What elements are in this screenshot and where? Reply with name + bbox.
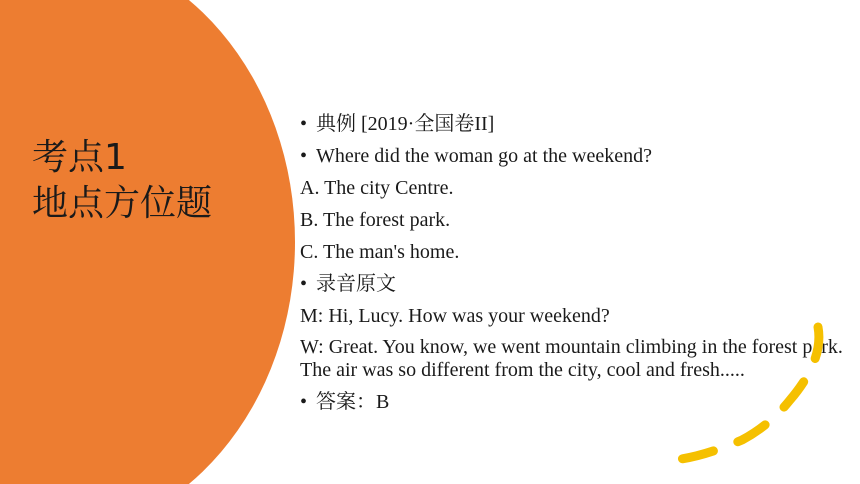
bullet: •: [300, 145, 308, 167]
answer-text: 答案：B: [316, 391, 390, 413]
bullet: •: [300, 113, 308, 135]
option-a: A. The city Centre.: [300, 177, 454, 199]
title-line-1: 考点1: [32, 137, 127, 178]
transcript-man-line: M: Hi, Lucy. How was your weekend?: [300, 305, 610, 327]
bullet: •: [300, 391, 308, 413]
bullet: •: [300, 273, 308, 295]
option-c: C. The man's home.: [300, 241, 460, 263]
example-heading: 典例 [2019·全国卷II]: [316, 113, 495, 135]
transcript-heading: 录音原文: [316, 273, 396, 295]
transcript-woman-line: W: Great. You know, we went mountain climbing in the forest park. The air was so different from the city, cool and fresh.....: [300, 336, 843, 381]
title-line-2: 地点方位题: [32, 183, 213, 224]
question-text: Where did the woman go at the weekend?: [316, 145, 652, 167]
yellow-dashed-curve: [672, 327, 819, 460]
option-b: B. The forest park.: [300, 209, 451, 231]
